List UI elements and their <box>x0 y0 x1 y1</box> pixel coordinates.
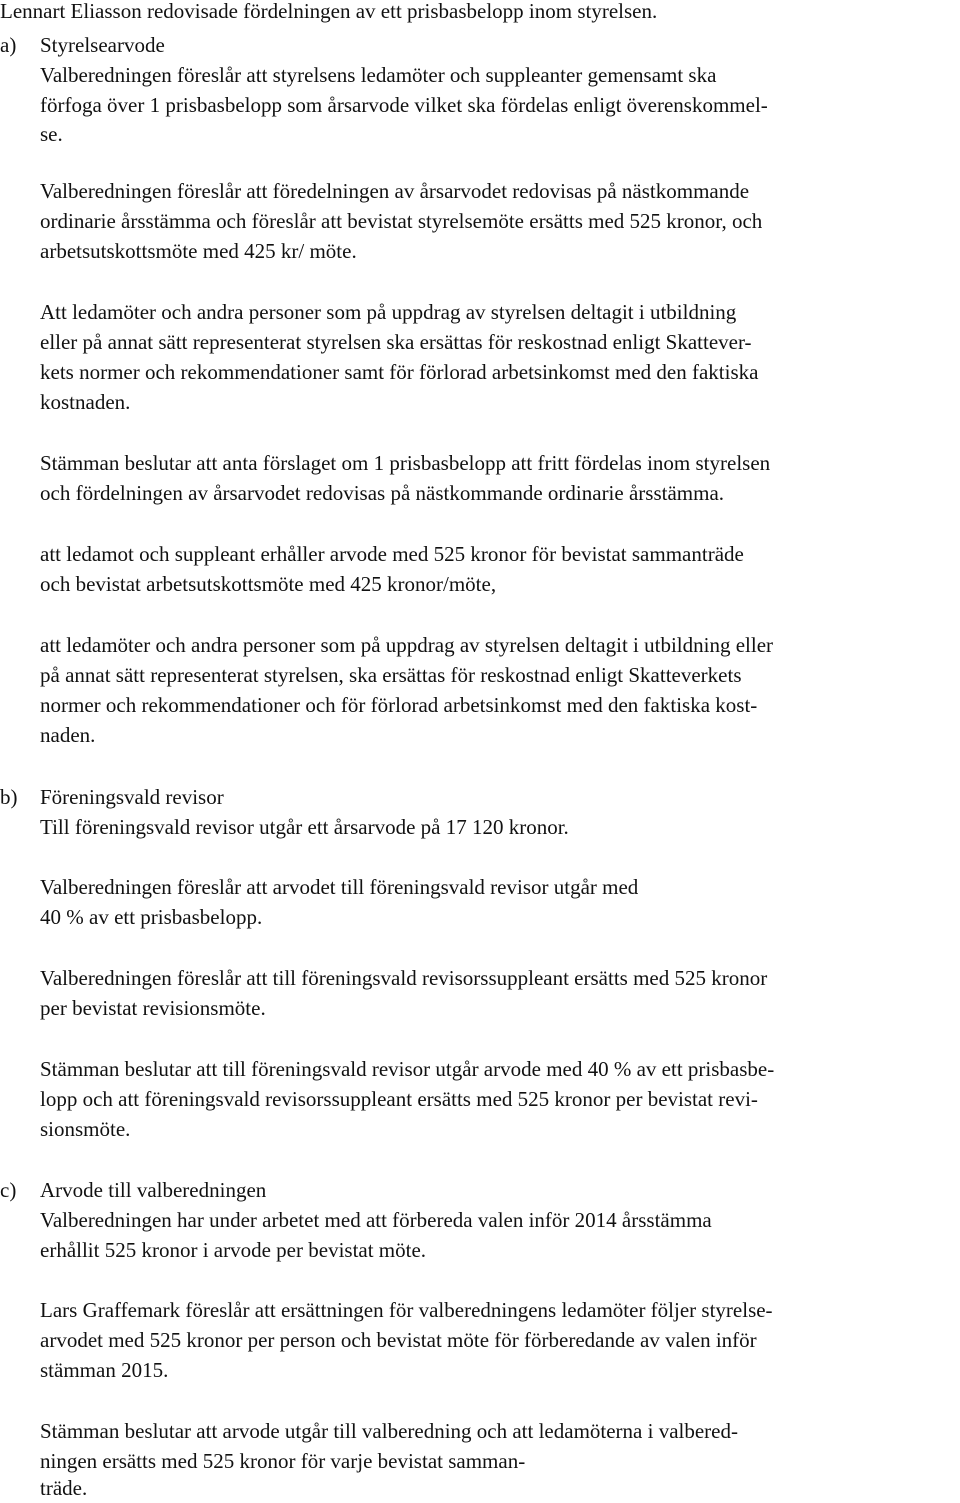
text-line: per bevistat revisionsmöte. <box>40 996 266 1020</box>
text-line: Lars Graffemark föreslår att ersättningen för valberedningens ledamöter följer styrelse- <box>40 1298 773 1322</box>
text-line: se. <box>40 122 63 146</box>
text-line: eller på annat sätt representerat styrelsen ska ersättas för reskostnad enligt Skattever- <box>40 330 752 354</box>
text-line: på annat sätt representerat styrelsen, ska ersättas för reskostnad enligt Skatteverkets <box>40 663 742 687</box>
text-line: sionsmöte. <box>40 1117 131 1141</box>
text-line: naden. <box>40 723 96 747</box>
section-b-title: Föreningsvald revisor <box>40 785 224 809</box>
section-a-title: Styrelsearvode <box>40 33 165 57</box>
text-line: Till föreningsvald revisor utgår ett årsarvode på 17 120 kronor. <box>40 815 569 839</box>
section-c-title: Arvode till valberedningen <box>40 1178 267 1202</box>
text-line: och fördelningen av årsarvodet redovisas på nästkommande ordinarie årsstämma. <box>40 481 725 505</box>
text-line: arvodet med 525 kronor per person och bevistat möte för förberedande av valen inför <box>40 1328 757 1352</box>
text-line: Valberedningen föreslår att till föreningsvald revisorssuppleant ersätts med 525 kronor <box>40 966 768 990</box>
text-line: Valberedningen föreslår att föredelningen av årsarvodet redovisas på nästkommande <box>40 179 750 203</box>
text-line: Stämman beslutar att arvode utgår till valberedning och att ledamöterna i valbered- <box>40 1419 738 1443</box>
text-line: förfoga över 1 prisbasbelopp som årsarvode vilket ska fördelas enligt överenskommel- <box>40 93 768 117</box>
text-line: Stämman beslutar att anta förslaget om 1 prisbasbelopp att fritt fördelas inom styrelsen <box>40 451 771 475</box>
text-line: att ledamot och suppleant erhåller arvode med 525 kronor för bevistat sammanträde <box>40 542 744 566</box>
text-line: 40 % av ett prisbasbelopp. <box>40 905 263 929</box>
text-line: att ledamöter och andra personer som på uppdrag av styrelsen deltagit i utbildning eller <box>40 633 774 657</box>
text-line: arbetsutskottsmöte med 425 kr/ möte. <box>40 239 357 263</box>
text-line: Valberedningen föreslår att styrelsens ledamöter och suppleanter gemensamt ska <box>40 63 717 87</box>
text-line: erhållit 525 kronor i arvode per bevistat möte. <box>40 1238 427 1262</box>
text-line: Valberedningen föreslår att arvodet till föreningsvald revisor utgår med <box>40 875 639 899</box>
text-line: lopp och att föreningsvald revisorssuppleant ersätts med 525 kronor per bevistat revi- <box>40 1087 758 1111</box>
text-line: normer och rekommendationer och för förlorad arbetsinkomst med den faktiska kost- <box>40 693 758 717</box>
section-c-label: c) <box>0 1178 17 1202</box>
text-line: träde. <box>40 1476 88 1500</box>
text-line: ordinarie årsstämma och föreslår att bevistat styrelsemöte ersätts med 525 kronor, och <box>40 209 763 233</box>
text-line: kostnaden. <box>40 390 131 414</box>
text-line: Stämman beslutar att till föreningsvald revisor utgår arvode med 40 % av ett prisbasbe- <box>40 1057 775 1081</box>
text-line: kets normer och rekommendationer samt för förlorad arbetsinkomst med den faktiska <box>40 360 759 384</box>
section-b-label: b) <box>0 785 18 809</box>
section-a-label: a) <box>0 33 17 57</box>
text-line: Att ledamöter och andra personer som på uppdrag av styrelsen deltagit i utbildning <box>40 300 737 324</box>
text-line: och bevistat arbetsutskottsmöte med 425 kronor/möte, <box>40 572 497 596</box>
intro-text: Lennart Eliasson redovisade fördelningen av ett prisbasbelopp inom styrelsen. <box>0 0 658 23</box>
text-line: stämman 2015. <box>40 1358 169 1382</box>
text-line: Valberedningen har under arbetet med att förbereda valen inför 2014 årsstämma <box>40 1208 712 1232</box>
text-line: ningen ersätts med 525 kronor för varje bevistat samman- <box>40 1449 526 1473</box>
